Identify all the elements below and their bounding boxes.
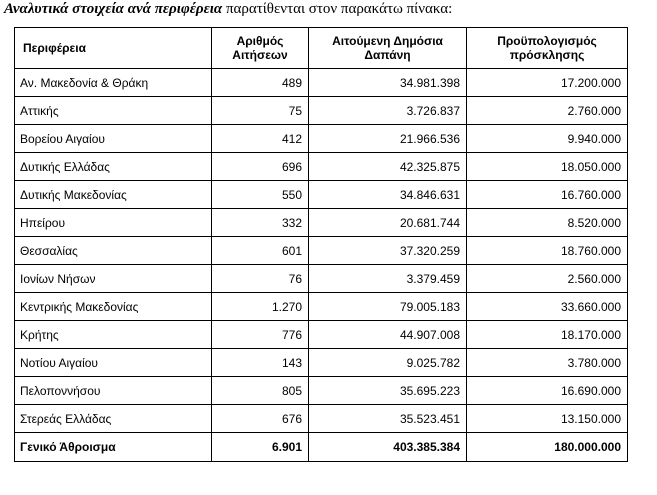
total-applications: 6.901 — [212, 433, 309, 462]
table-row — [15, 405, 628, 433]
cell-applications: 550 — [212, 181, 309, 209]
intro-emphasis: Αναλυτικά στοιχεία ανά περιφέρεια — [4, 1, 223, 17]
table-body — [15, 69, 628, 462]
table-row — [15, 237, 628, 265]
cell-applications: 412 — [212, 125, 309, 153]
cell-region: Στερεάς Ελλάδας — [15, 405, 212, 433]
cell-budget: 16.760.000 — [467, 181, 628, 209]
cell-region: Ιονίων Νήσων — [15, 265, 212, 293]
header-demand — [309, 28, 467, 69]
cell-region: Αττικής — [15, 97, 212, 125]
cell-budget: 18.050.000 — [467, 153, 628, 181]
cell-applications: 601 — [212, 237, 309, 265]
cell-demand: 44.907.008 — [309, 321, 467, 349]
header-demand-line1: Αιτούμενη Δημόσια — [332, 34, 443, 48]
header-applications-line1: Αριθμός — [236, 34, 284, 48]
cell-demand: 42.325.875 — [309, 153, 467, 181]
cell-budget: 17.200.000 — [467, 69, 628, 97]
cell-demand: 3.726.837 — [309, 97, 467, 125]
cell-demand: 3.379.459 — [309, 265, 467, 293]
cell-budget: 18.760.000 — [467, 237, 628, 265]
table-row — [15, 125, 628, 153]
cell-budget: 18.170.000 — [467, 321, 628, 349]
cell-demand: 9.025.782 — [309, 349, 467, 377]
cell-applications: 776 — [212, 321, 309, 349]
cell-budget: 16.690.000 — [467, 377, 628, 405]
table-row — [15, 377, 628, 405]
cell-region: Ηπείρου — [15, 209, 212, 237]
cell-budget: 13.150.000 — [467, 405, 628, 433]
cell-region: Δυτικής Ελλάδας — [15, 153, 212, 181]
table-header — [15, 28, 628, 69]
cell-demand: 34.981.398 — [309, 69, 467, 97]
intro-paragraph — [4, 0, 452, 18]
cell-region: Κρήτης — [15, 321, 212, 349]
cell-region: Θεσσαλίας — [15, 237, 212, 265]
header-budget-line2: πρόσκλησης — [509, 48, 585, 62]
cell-region: Κεντρικής Μακεδονίας — [15, 293, 212, 321]
cell-region: Βορείου Αιγαίου — [15, 125, 212, 153]
cell-region: Αν. Μακεδονία & Θράκη — [15, 69, 212, 97]
total-demand: 403.385.384 — [309, 433, 467, 462]
cell-region: Πελοποννήσου — [15, 377, 212, 405]
table-row — [15, 265, 628, 293]
cell-budget: 33.660.000 — [467, 293, 628, 321]
cell-demand: 35.523.451 — [309, 405, 467, 433]
cell-demand: 34.846.631 — [309, 181, 467, 209]
table-row — [15, 209, 628, 237]
cell-budget: 9.940.000 — [467, 125, 628, 153]
table-row — [15, 69, 628, 97]
cell-applications: 805 — [212, 377, 309, 405]
intro-text: παρατίθενται στον παρακάτω πίνακα: — [222, 1, 453, 17]
header-budget — [467, 28, 628, 69]
table-row — [15, 349, 628, 377]
cell-applications: 489 — [212, 69, 309, 97]
cell-applications: 676 — [212, 405, 309, 433]
cell-applications: 75 — [212, 97, 309, 125]
header-applications-line2: Αιτήσεων — [232, 48, 288, 62]
cell-demand: 79.005.183 — [309, 293, 467, 321]
cell-demand: 37.320.259 — [309, 237, 467, 265]
table-row — [15, 97, 628, 125]
cell-budget: 8.520.000 — [467, 209, 628, 237]
table-row — [15, 181, 628, 209]
header-row — [15, 28, 628, 69]
total-budget: 180.000.000 — [467, 433, 628, 462]
cell-applications: 76 — [212, 265, 309, 293]
cell-demand: 21.966.536 — [309, 125, 467, 153]
header-applications — [212, 28, 309, 69]
cell-applications: 696 — [212, 153, 309, 181]
cell-region: Δυτικής Μακεδονίας — [15, 181, 212, 209]
total-row — [15, 433, 628, 462]
cell-applications: 332 — [212, 209, 309, 237]
cell-budget: 3.780.000 — [467, 349, 628, 377]
header-demand-line2: Δαπάνη — [364, 48, 411, 62]
header-region — [15, 28, 212, 69]
cell-budget: 2.560.000 — [467, 265, 628, 293]
cell-applications: 143 — [212, 349, 309, 377]
table-row — [15, 293, 628, 321]
table-row — [15, 321, 628, 349]
cell-applications: 1.270 — [212, 293, 309, 321]
regional-data-table — [14, 27, 628, 462]
header-region-label: Περιφέρεια — [23, 41, 86, 55]
total-label: Γενικό Άθροισμα — [15, 433, 212, 462]
cell-region: Νοτίου Αιγαίου — [15, 349, 212, 377]
cell-demand: 20.681.744 — [309, 209, 467, 237]
header-budget-line1: Προϋπολογισμός — [497, 34, 597, 48]
table-row — [15, 153, 628, 181]
cell-budget: 2.760.000 — [467, 97, 628, 125]
cell-demand: 35.695.223 — [309, 377, 467, 405]
